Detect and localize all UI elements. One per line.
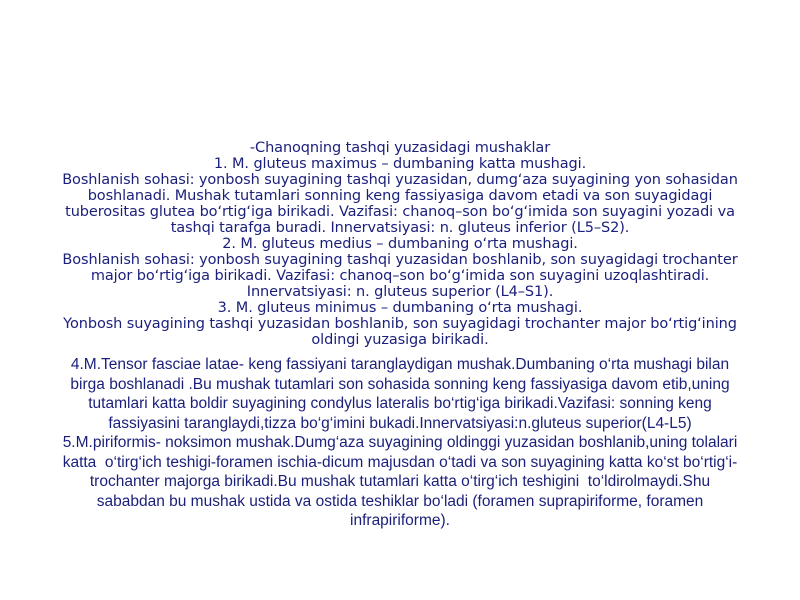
- muscles-text-block-2: [55, 355, 745, 531]
- muscles-text-block-1: [60, 140, 743, 348]
- item-3-body: Yonbosh suyagining tashqi yuzasidan boshlanib, son suyagidagi trochanter major bo‘rtig‘ining oldingi yuzasiga birikadi.: [63, 316, 742, 348]
- section-heading: -Chanoqning tashqi yuzasidagi mushaklar: [249, 140, 551, 156]
- item-1-title: 1. M. gluteus maximus – dumbaning katta mushagi.: [213, 156, 587, 172]
- item-3-title: 3. M. gluteus minimus – dumbaning o‘rta mushagi.: [217, 300, 583, 316]
- item-1-body: Boshlanish sohasi: yonbosh suyagining tashqi yuzasidan, dumg‘aza suyagining yon sohasidan boshlanadi. Mushak tutamlari sonning keng fassiyasiga davom etadi va son suyagidagi tuberositas glutea bo‘rtig‘iga birikadi. Vazifasi: chanoq–son bo‘g‘imida son suyagini yozadi va tashqi tarafga buradi. Innervatsiyasi: n. gluteus inferior (L5–S2).: [62, 172, 743, 236]
- item-5-paragraph: 5.M.piriformis- noksimon mushak.Dumg‘aza suyagining oldinggi yuzasidan boshlanib,uning tolalari katta o‘tirg‘ich teshigi-foramen ischia-dicum majusdan o‘tadi va son suyagining katta ko‘st bo‘rtig‘i-trochanter majorga birikadi.Bu mushak tutamlari katta o‘tirg‘ich teshigini to‘ldirolmaydi.Shu sababdan bu mushak ustida va ostida teshiklar bo‘ladi (foramen suprapiriforme, foramen infrapiriforme).: [62, 434, 742, 529]
- item-2-body: Boshlanish sohasi: yonbosh suyagining tashqi yuzasidan boshlanib, son suyagidagi trochanter major bo‘rtig‘iga birikadi. Vazifasi: chanoq–son bo‘g‘imida son suyagini uzoqlashtiradi. Innervatsiyasi: n. gluteus superior (L4–S1).: [62, 252, 743, 300]
- item-2-title: 2. M. gluteus medius – dumbaning o‘rta mushagi.: [222, 236, 578, 252]
- item-4-paragraph: 4.M.Tensor fasciae latae- keng fassiyani taranglaydigan mushak.Dumbaning o‘rta mushagi bilan birga boshlanadi .Bu mushak tutamlari son sohasida sonning keng fassiyasiga davom etib,uning tutamlari katta boldir suyagining condylus lateralis bo‘rtig‘iga birikadi.Vazifasi: sonning keng fassiyasini taranglaydi,tizza bo‘g‘imini bukadi.Innervatsiyasi:n.gluteus superior(L4-L5): [70, 356, 734, 432]
